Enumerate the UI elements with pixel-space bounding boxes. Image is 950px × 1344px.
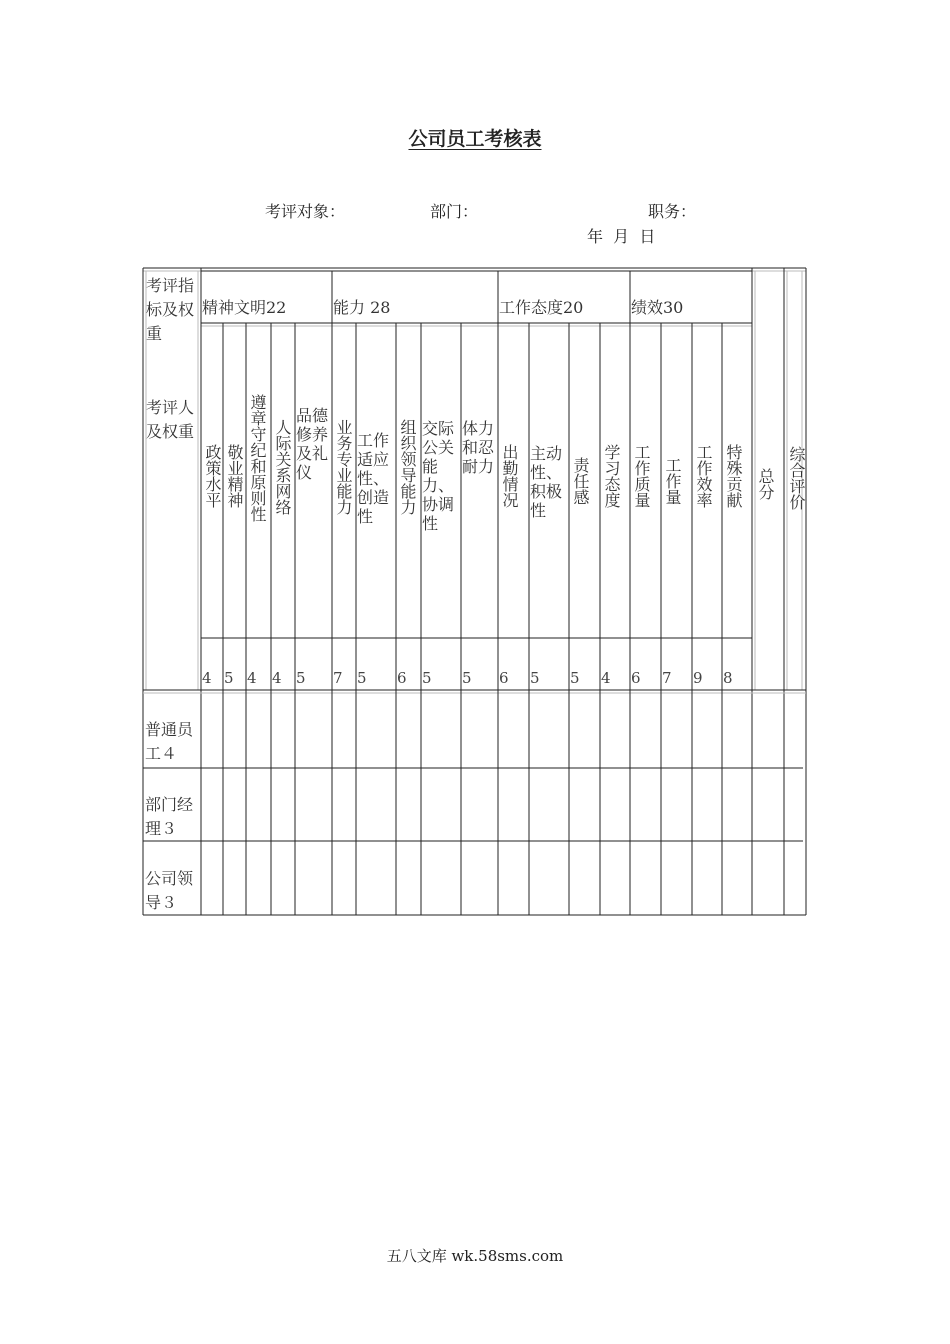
group-header: 绩效30 [631,298,684,317]
column-header: 工作量 [663,457,682,505]
column-weight: 5 [462,669,472,687]
column-weight: 4 [272,669,282,687]
total-score-header: 总分 [756,468,775,500]
row-label-leader: 公司领导３ [145,869,194,912]
column-weight: 5 [422,669,432,687]
column-weight: 5 [570,669,580,687]
column-header: 敬业精神 [225,444,244,508]
column-weight: 7 [333,669,343,687]
column-weight: 7 [662,669,672,687]
column-weight: 6 [499,669,509,687]
column-header: 特殊贡献 [724,444,743,508]
corner-rater-label: 考评人及权重 [146,398,195,441]
column-weight: 4 [202,669,212,687]
column-header: 工作效率 [694,444,713,508]
overall-evaluation-header: 综合评价 [787,446,806,510]
column-weight: 9 [693,669,703,687]
column-header: 出勤情况 [500,444,519,508]
corner-indicator-label: 考评指标及权重 [146,276,195,343]
page-title: 公司员工考核表 [408,128,542,150]
column-weight: 5 [296,669,306,687]
column-header: 品德修养及礼仪 [296,406,329,482]
column-weight: 5 [357,669,367,687]
column-weight: 6 [631,669,641,687]
column-header: 政策水平 [203,444,222,508]
column-header: 业务专业能力 [334,419,353,515]
column-weight: 5 [224,669,234,687]
info-target-label: 考评对象： [265,202,346,221]
column-weight: 5 [530,669,540,687]
column-header: 遵章守纪和原则性 [248,394,267,522]
column-header: 交际公关能力、协调性 [422,419,455,533]
column-header: 体力和忍耐力 [462,419,495,476]
column-header: 主动性、积极性 [530,444,563,520]
column-weight: 6 [397,669,407,687]
row-label-staff: 普通员工４ [145,720,194,763]
column-weight: 8 [723,669,733,687]
info-date-label: 年 月 日 [587,227,656,246]
info-dept-label: 部门： [430,202,479,221]
info-position-label: 职务： [648,202,697,221]
column-header: 工作适应性、创造性 [357,431,390,526]
group-header: 能力 28 [333,298,391,317]
column-header: 责任感 [571,457,590,505]
footer-watermark: 五八文库 wk.58sms.com [386,1247,564,1265]
column-header: 学习态度 [602,444,621,508]
group-header: 工作态度20 [499,298,584,317]
column-header: 工作质量 [632,444,651,508]
row-label-manager: 部门经理３ [145,795,194,838]
column-header: 人际关系网络 [273,419,292,515]
group-header: 精神文明22 [202,298,287,317]
column-header: 组织领导能力 [398,419,417,515]
column-weight: 4 [601,669,611,687]
column-weight: 4 [247,669,257,687]
